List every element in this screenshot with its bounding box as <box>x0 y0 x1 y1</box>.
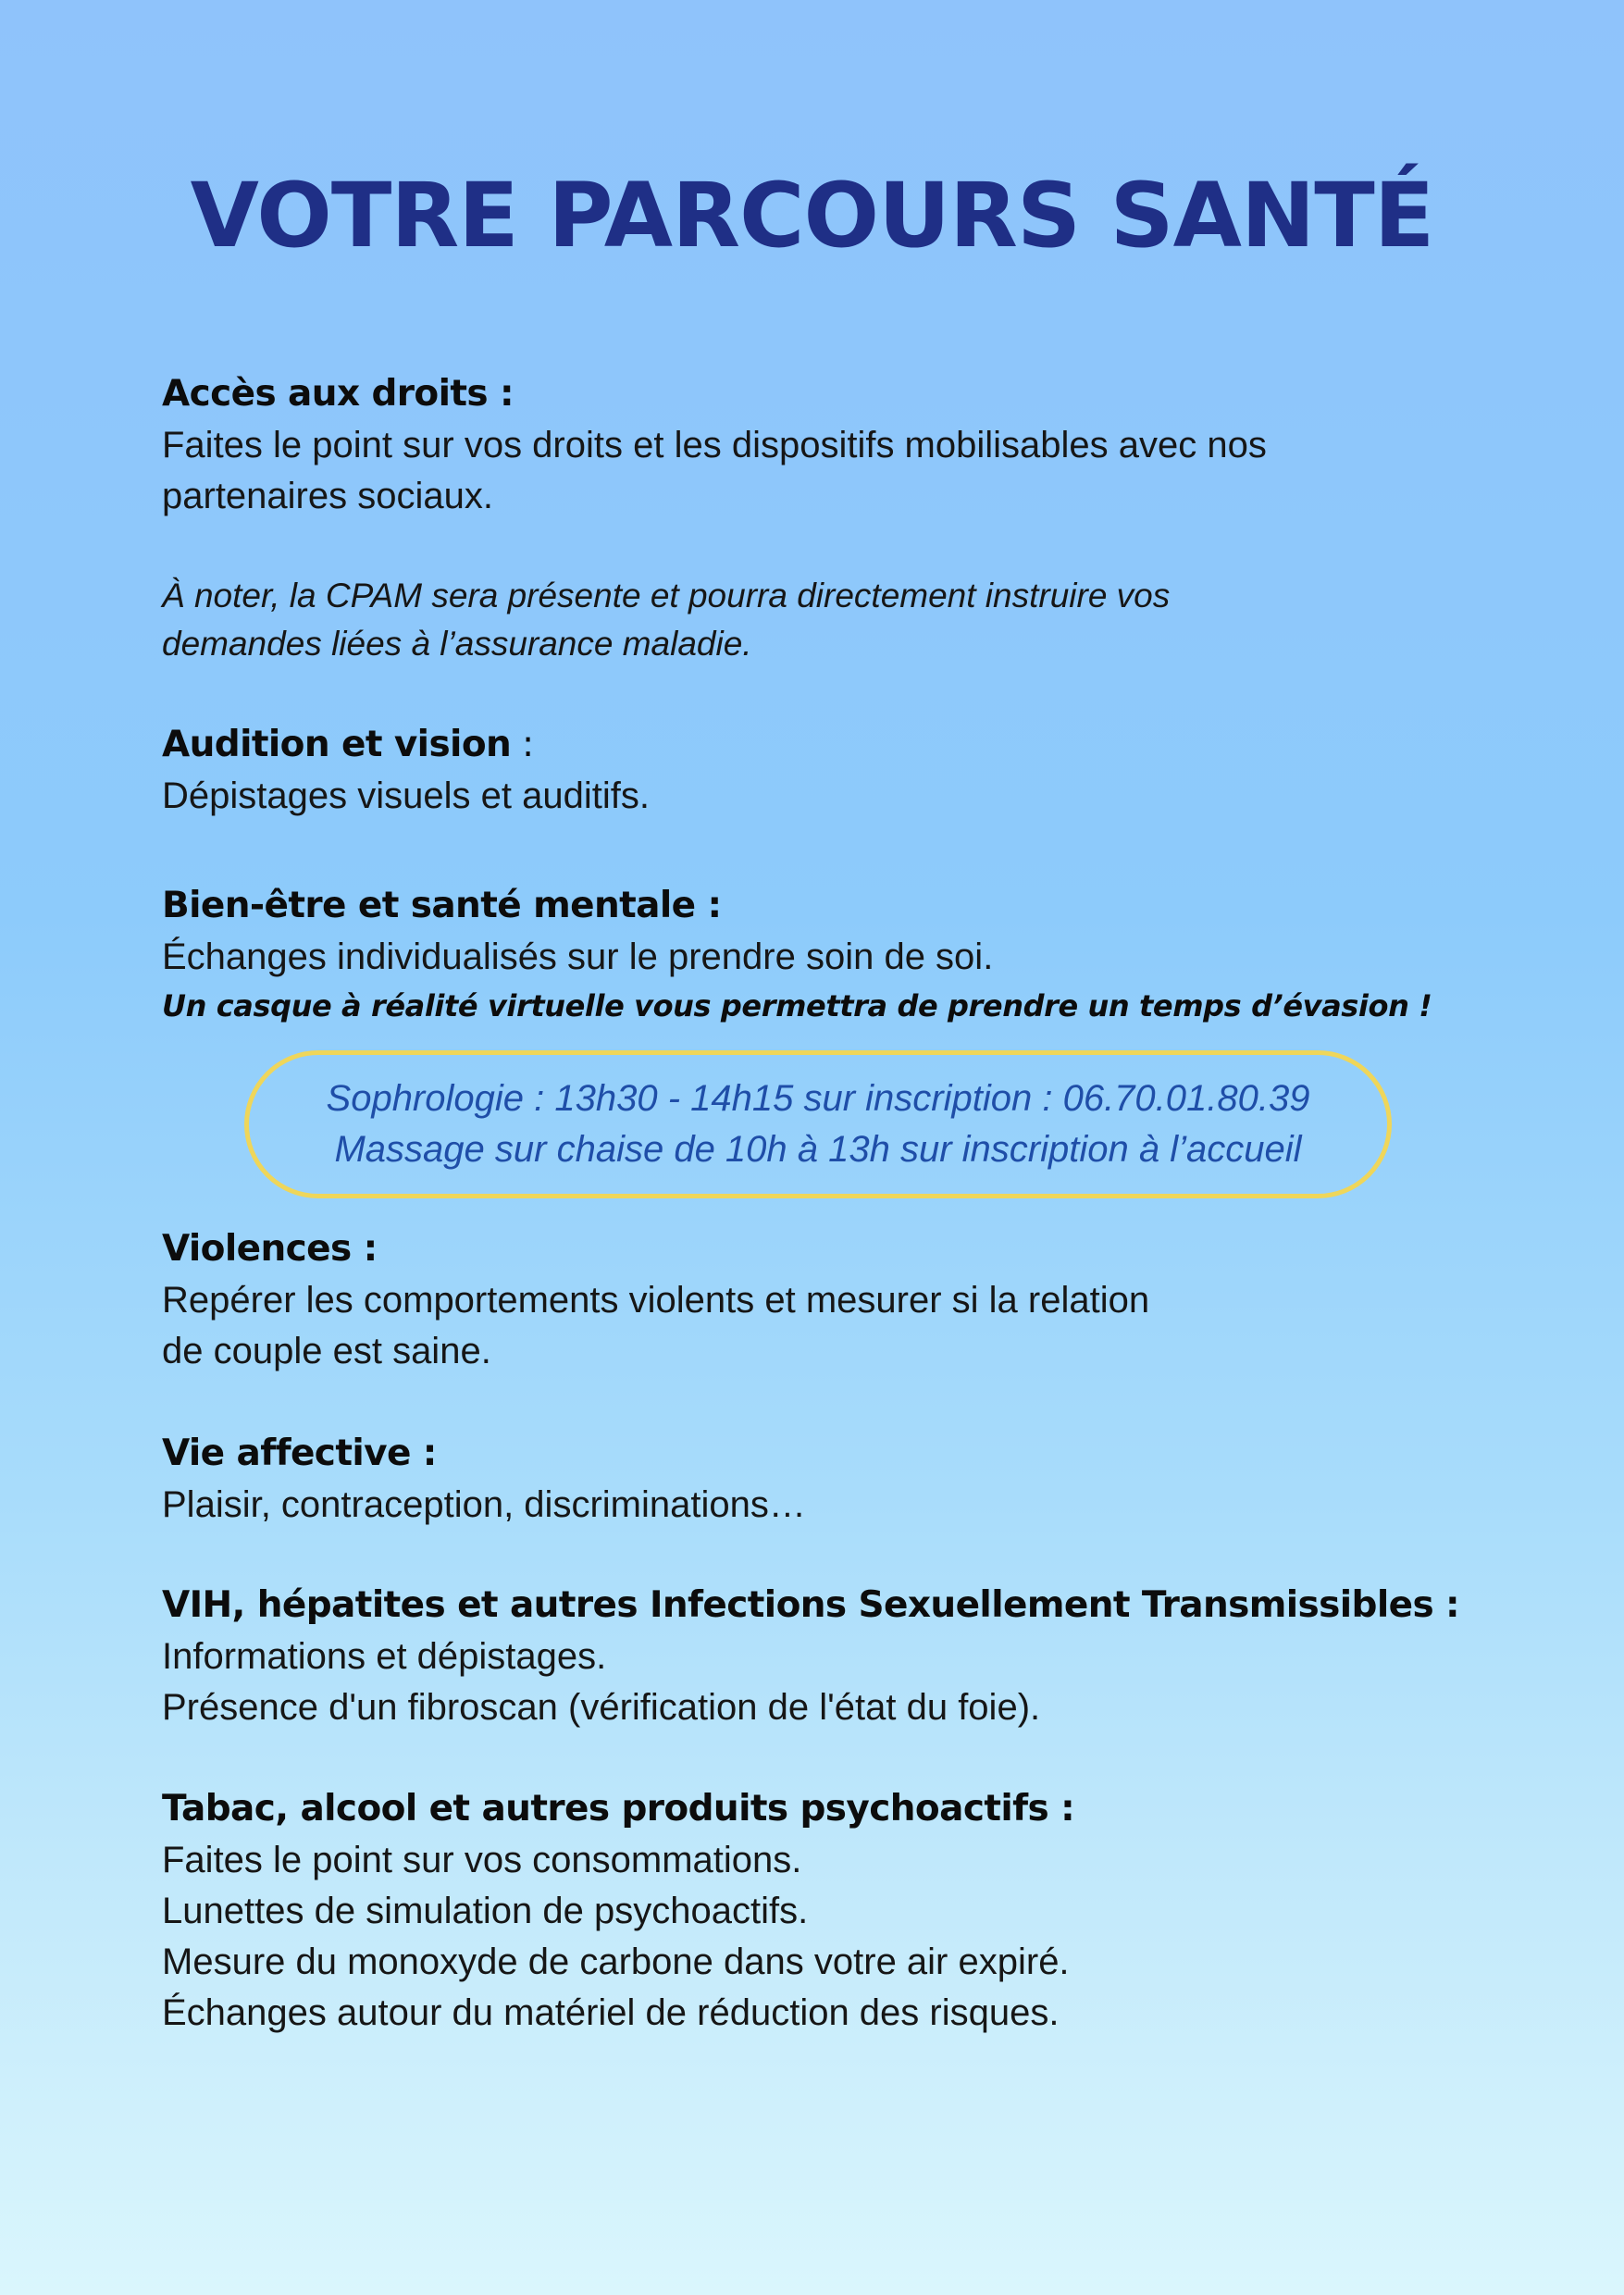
section-heading <box>162 719 1513 771</box>
section-bien-etre <box>162 880 1513 1029</box>
section-audition-vision <box>162 719 1513 822</box>
massage-info: Massage sur chaise de 10h à 13h sur inscription à l’accueil <box>334 1129 1302 1170</box>
section-acces-note <box>162 572 1513 668</box>
section-tabac-alcool <box>162 1783 1513 2039</box>
note-text: À noter, la CPAM sera présente et pourra directement instruire vos <box>162 577 1171 614</box>
section-heading: Bien-être et santé mentale : <box>162 885 722 926</box>
section-text: Échanges autour du matériel de réduction des risques. <box>162 1992 1060 2033</box>
section-heading: Tabac, alcool et autres produits psychoactifs : <box>162 1788 1075 1830</box>
section-text: partenaires sociaux. <box>162 476 493 516</box>
section-text: Dépistages visuels et auditifs. <box>162 775 650 816</box>
section-text: de couple est saine. <box>162 1331 491 1371</box>
emphasis-text: Un casque à réalité virtuelle vous permettra de prendre un temps d’évasion ! <box>162 988 1432 1023</box>
section-vie-affective <box>162 1428 1513 1531</box>
section-acces-aux-droits <box>162 368 1513 522</box>
section-text: Présence d'un fibroscan (vérification de l'état du foie). <box>162 1687 1041 1728</box>
page-title: VOTRE PARCOURS SANTÉ <box>190 164 1434 267</box>
section-heading: Violences : <box>162 1228 378 1270</box>
ateliers-callout <box>244 1050 1392 1198</box>
section-violences <box>162 1223 1513 1377</box>
section-text: Mesure du monoxyde de carbone dans votre air expiré. <box>162 1941 1070 1982</box>
section-heading-colon: : <box>511 724 534 765</box>
section-heading: Vie affective : <box>162 1433 437 1474</box>
section-text: Repérer les comportements violents et mesurer si la relation <box>162 1280 1150 1321</box>
section-text: Plaisir, contraception, discriminations… <box>162 1484 806 1525</box>
note-text: demandes liées à l’assurance maladie. <box>162 625 752 663</box>
section-vih-ist <box>162 1580 1513 1733</box>
section-text: Faites le point sur vos droits et les dispositifs mobilisables avec nos <box>162 425 1267 465</box>
section-heading-label: Audition et vision <box>162 724 512 765</box>
section-text: Lunettes de simulation de psychoactifs. <box>162 1891 809 1931</box>
section-heading: Accès aux droits : <box>162 373 514 415</box>
section-text: Échanges individualisés sur le prendre soin de soi. <box>162 937 994 977</box>
sophrologie-info: Sophrologie : 13h30 - 14h15 sur inscription : 06.70.01.80.39 <box>326 1078 1310 1119</box>
section-text: Informations et dépistages. <box>162 1636 607 1677</box>
section-heading: VIH, hépatites et autres Infections Sexuellement Transmissibles : <box>162 1584 1460 1626</box>
section-text: Faites le point sur vos consommations. <box>162 1840 802 1880</box>
